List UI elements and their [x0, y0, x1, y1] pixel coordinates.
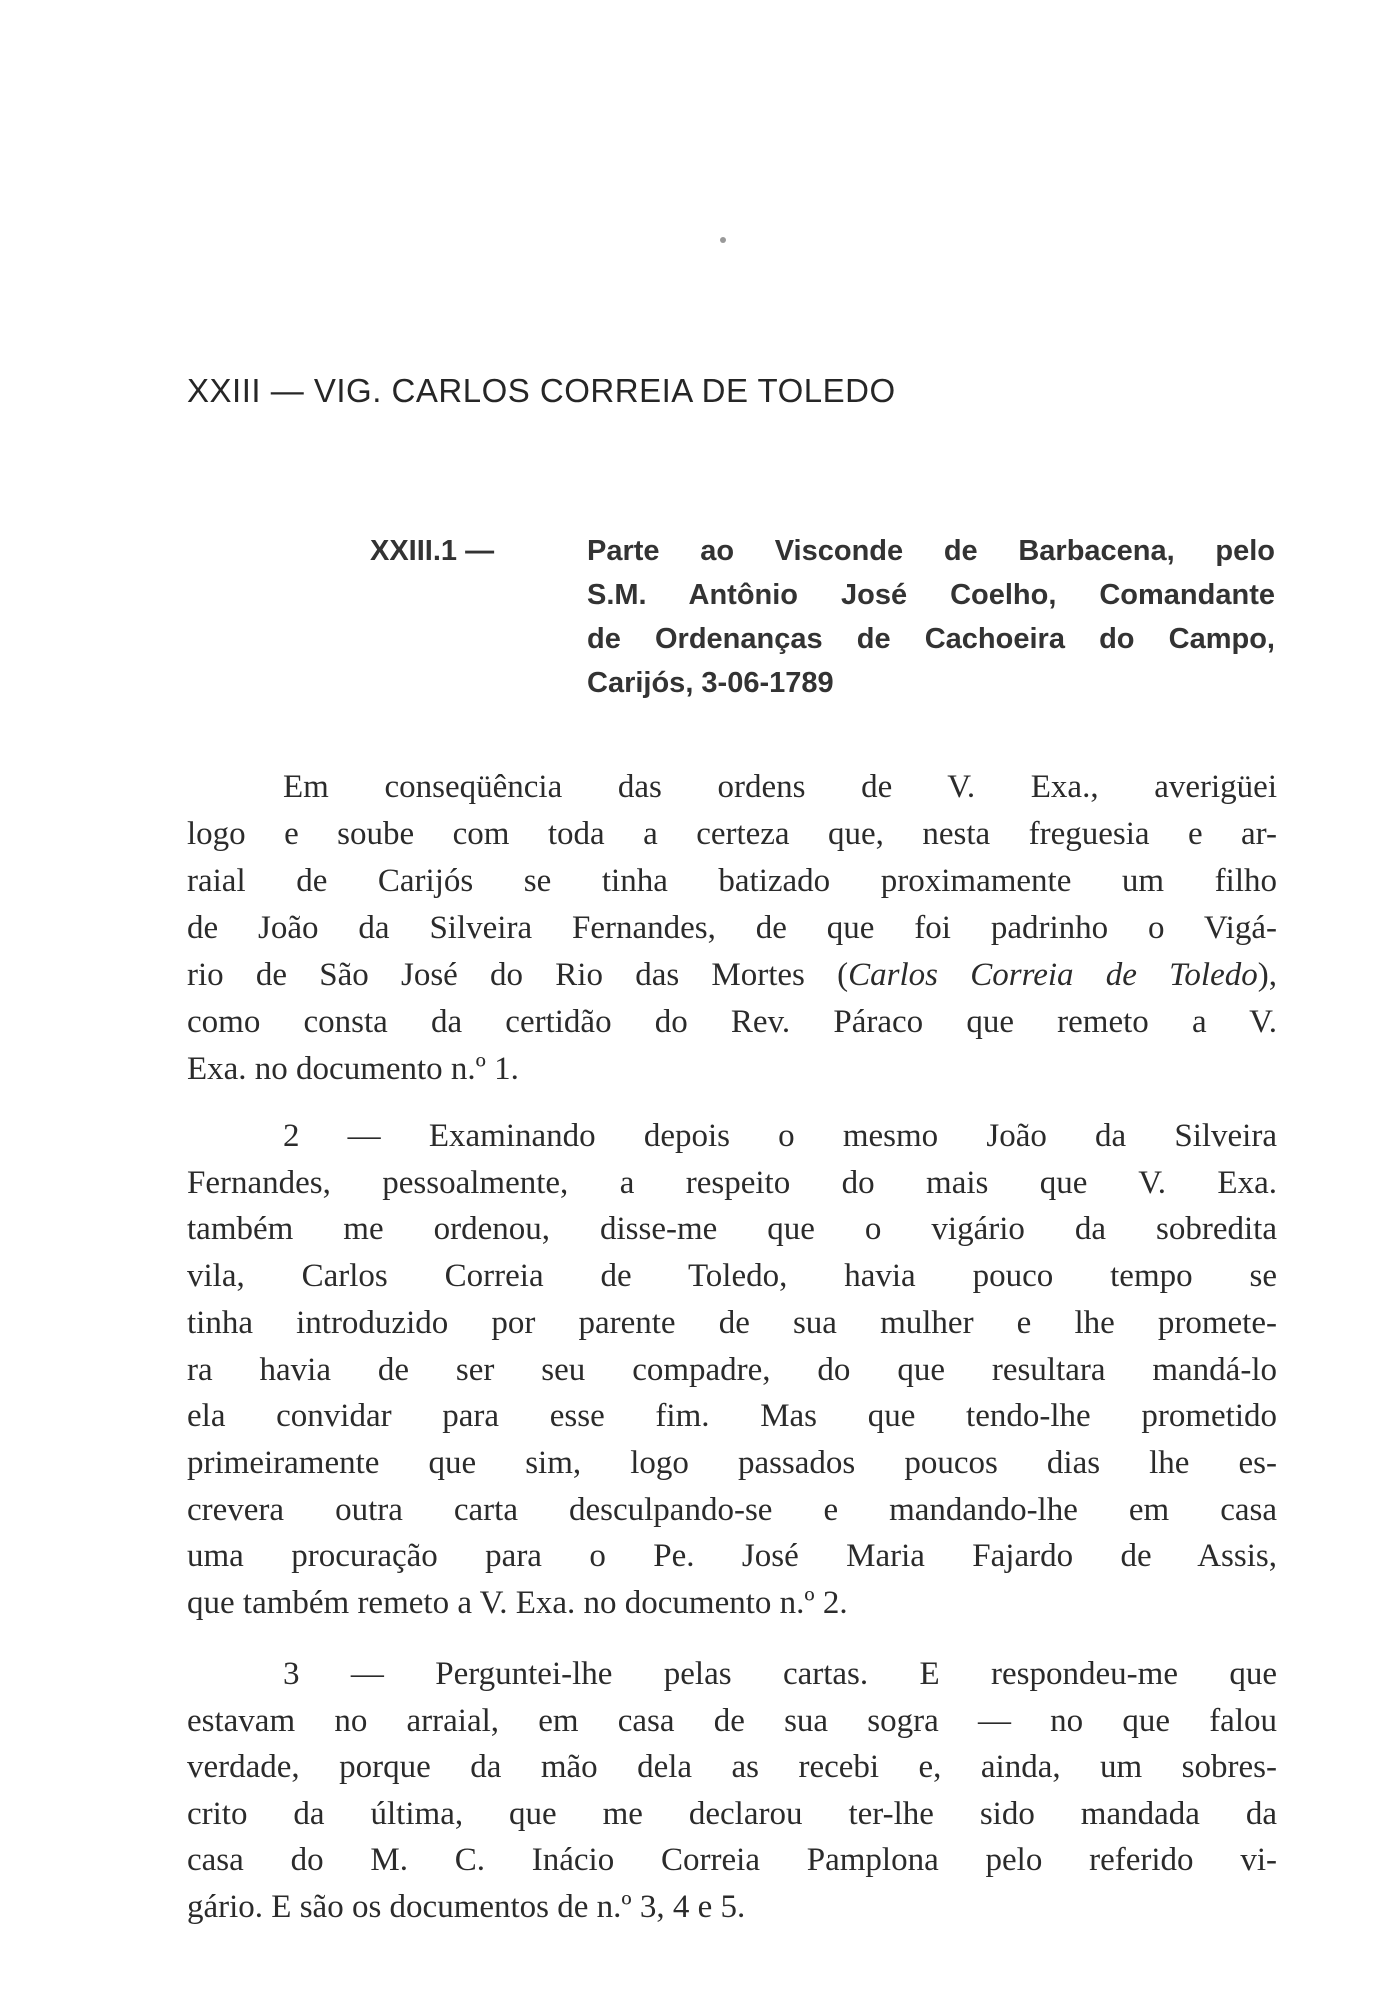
- text-line: [187, 1398, 1277, 1435]
- text-line: [187, 910, 1277, 947]
- text-line: [187, 1305, 1277, 1342]
- text-segment: rio de São José do Rio das Mortes (: [187, 957, 849, 993]
- text-segment: que também remeto a V. Exa. no documento n.º 2.: [187, 1585, 848, 1621]
- text-segment: verdade, porque da mão dela as recebi e, ainda, um sobres-: [187, 1749, 1277, 1785]
- text-segment: primeiramente que sim, logo passados poucos dias lhe es-: [187, 1444, 1277, 1481]
- section-heading-line: Carijós, 3-06-1789: [587, 667, 834, 699]
- text-line: [187, 1889, 1277, 1926]
- chapter-title: XXIII — VIG. CARLOS CORREIA DE TOLEDO: [187, 372, 896, 409]
- text-line: [187, 1796, 1277, 1833]
- section-heading-line: Parte ao Visconde de Barbacena, pelo: [587, 535, 1275, 567]
- text-line: [187, 1165, 1277, 1202]
- section-heading-line: S.M. Antônio José Coelho, Comandante: [587, 579, 1275, 611]
- text-segment: também me ordenou, disse-me que o vigário da sobredita: [187, 1211, 1277, 1248]
- text-segment: Exa. no documento n.º 1.: [187, 1051, 519, 1087]
- text-line: [187, 1703, 1277, 1740]
- italic-name: Carlos Correia de Toledo: [848, 957, 1258, 993]
- section-heading-line: de Ordenanças de Cachoeira do Campo,: [587, 623, 1275, 655]
- text-segment: 3 — Perguntei-lhe pelas cartas. E respondeu-me que: [283, 1656, 1277, 1692]
- text-segment: estavam no arraial, em casa de sua sogra — no que falou: [187, 1702, 1277, 1739]
- text-line: [187, 1051, 1277, 1088]
- text-segment: vila, Carlos Correia de Toledo, havia pouco tempo se: [187, 1258, 1277, 1295]
- text-line: [187, 1258, 1277, 1295]
- text-line: [187, 1585, 1277, 1622]
- text-segment: ),: [1257, 957, 1277, 993]
- text-segment: gário. E são os documentos de n.º 3, 4 e 5.: [187, 1888, 746, 1925]
- text-segment: de João da Silveira Fernandes, de que foi padrinho o Vigá-: [187, 910, 1277, 946]
- text-segment: Fernandes, pessoalmente, a respeito do mais que V. Exa.: [187, 1164, 1277, 1201]
- text-line: [187, 1445, 1277, 1482]
- text-segment: casa do M. C. Inácio Correia Pamplona pelo referido vi-: [187, 1842, 1277, 1878]
- text-line: [187, 769, 1277, 806]
- scan-speck: [720, 237, 726, 243]
- text-line: [187, 1352, 1277, 1389]
- text-segment: uma procuração para o Pe. José Maria Fajardo de Assis,: [187, 1538, 1277, 1575]
- text-line: [187, 863, 1277, 900]
- text-segment: 2 — Examinando depois o mesmo João da Silveira: [283, 1118, 1277, 1154]
- text-segment: logo e soube com toda a certeza que, nesta freguesia e ar-: [187, 816, 1277, 852]
- text-line: [187, 1656, 1277, 1693]
- section-number: XXIII.1 —: [370, 535, 495, 567]
- text-segment: crevera outra carta desculpando-se e mandando-lhe em casa: [187, 1491, 1277, 1528]
- text-line: [187, 816, 1277, 853]
- text-segment: Em conseqüência das ordens de V. Exa., averigüei: [283, 769, 1277, 805]
- text-line: [187, 1211, 1277, 1248]
- text-line: [187, 1118, 1277, 1155]
- text-line: [187, 1749, 1277, 1786]
- text-segment: ela convidar para esse fim. Mas que tendo-lhe prometido: [187, 1398, 1277, 1435]
- text-segment: como consta da certidão do Rev. Páraco que remeto a V.: [187, 1004, 1277, 1040]
- text-line: [187, 1492, 1277, 1529]
- text-line: [187, 1004, 1277, 1041]
- text-segment: ra havia de ser seu compadre, do que resultara mandá-lo: [187, 1351, 1277, 1388]
- text-segment: tinha introduzido por parente de sua mulher e lhe promete-: [187, 1304, 1277, 1341]
- text-segment: raial de Carijós se tinha batizado proximamente um filho: [187, 863, 1277, 899]
- text-line: [187, 1538, 1277, 1575]
- text-segment: crito da última, que me declarou ter-lhe sido mandada da: [187, 1795, 1277, 1832]
- text-line: [187, 1842, 1277, 1879]
- text-line: [187, 957, 1277, 994]
